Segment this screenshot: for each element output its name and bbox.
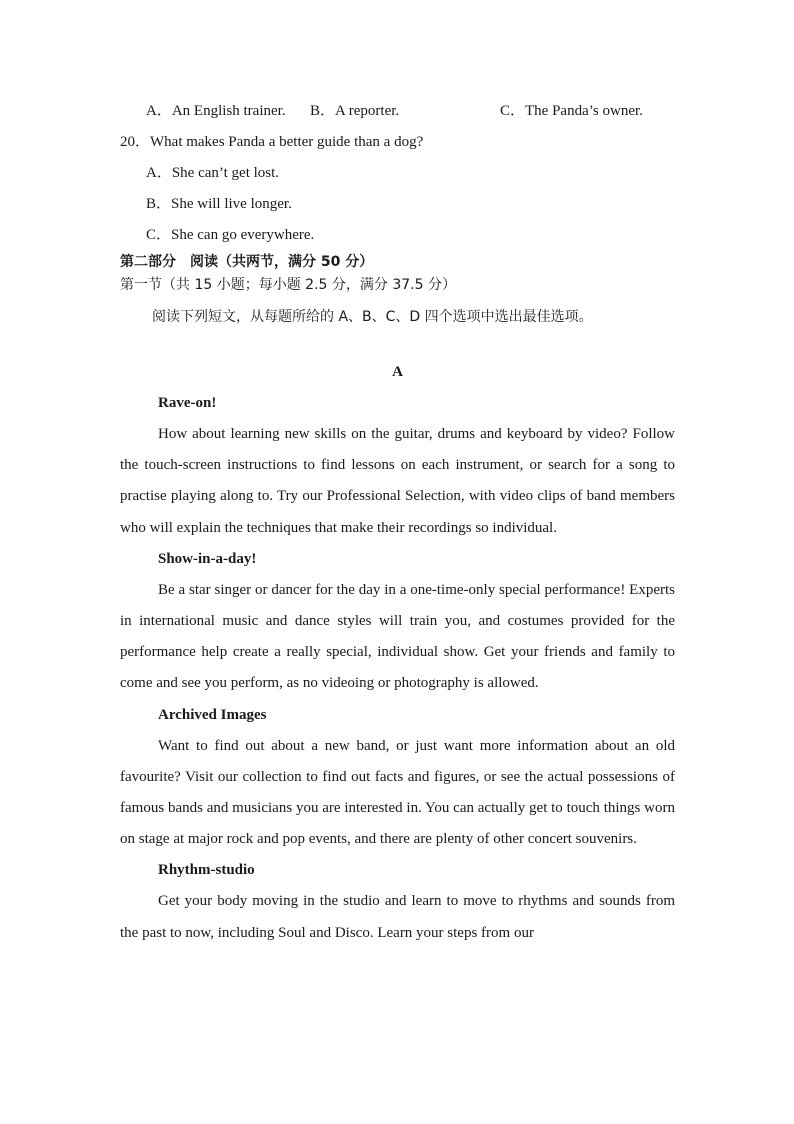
q19-options	[120, 96, 675, 127]
q20-question: 20．What makes Panda a better guide than a dog?	[120, 134, 424, 150]
q20-option-c: C．She can go everywhere.	[146, 227, 315, 243]
exam-page	[120, 96, 675, 949]
q20-option-a: A．She can’t get lost.	[146, 165, 280, 181]
reading-instructions: 阅读下列短文，从每题所给的 A、B、C、D 四个选项中选出最佳选项。	[152, 309, 593, 325]
section-text: Be a star singer or dancer for the day in a one-time-only special performance! Experts in international music and dance styles will train you, and costumes provided for the performance help create a really special, individual show. Get your friends and family to come and see you perform, as no videoing or photography is allowed.	[120, 581, 675, 692]
part2-heading: 第二部分 阅读（共两节，满分 50 分）	[120, 254, 374, 270]
section-text: Want to find out about a new band, or just want more information about an old favourite? Visit our collection to find out facts and figures, or see the actual possessions of famous bands and musicians you are interested in. You can actually get to touch things worn on stage at major rock and pop events, and there are plenty of other concert souvenirs.	[120, 737, 675, 848]
section-title: Archived Images	[158, 706, 267, 723]
q19-option-c: C．The Panda’s owner.	[500, 103, 643, 119]
section-text: How about learning new skills on the guitar, drums and keyboard by video? Follow the touch-screen instructions to find lessons on each instrument, or search for a song to practise playing along to. Try our Professional Selection, with video clips of band members who will explain the techniques that make their recordings so individual.	[120, 426, 675, 536]
section-text: Get your body moving in the studio and learn to move to rhythms and sounds from the past to now, including Soul and Disco. Learn your steps from our	[120, 893, 675, 941]
passage-label: A	[392, 364, 403, 380]
q19-option-a: A．An English trainer.	[146, 103, 286, 119]
section-title: Show-in-a-day!	[158, 550, 257, 567]
section-title: Rhythm-studio	[158, 862, 255, 879]
q19-option-b: B．A reporter.	[310, 103, 400, 119]
section1-heading: 第一节（共 15 小题；每小题 2.5 分，满分 37.5 分）	[120, 277, 456, 293]
q20-option-b: B．She will live longer.	[146, 196, 292, 212]
section-title: Rave-on!	[158, 395, 217, 411]
